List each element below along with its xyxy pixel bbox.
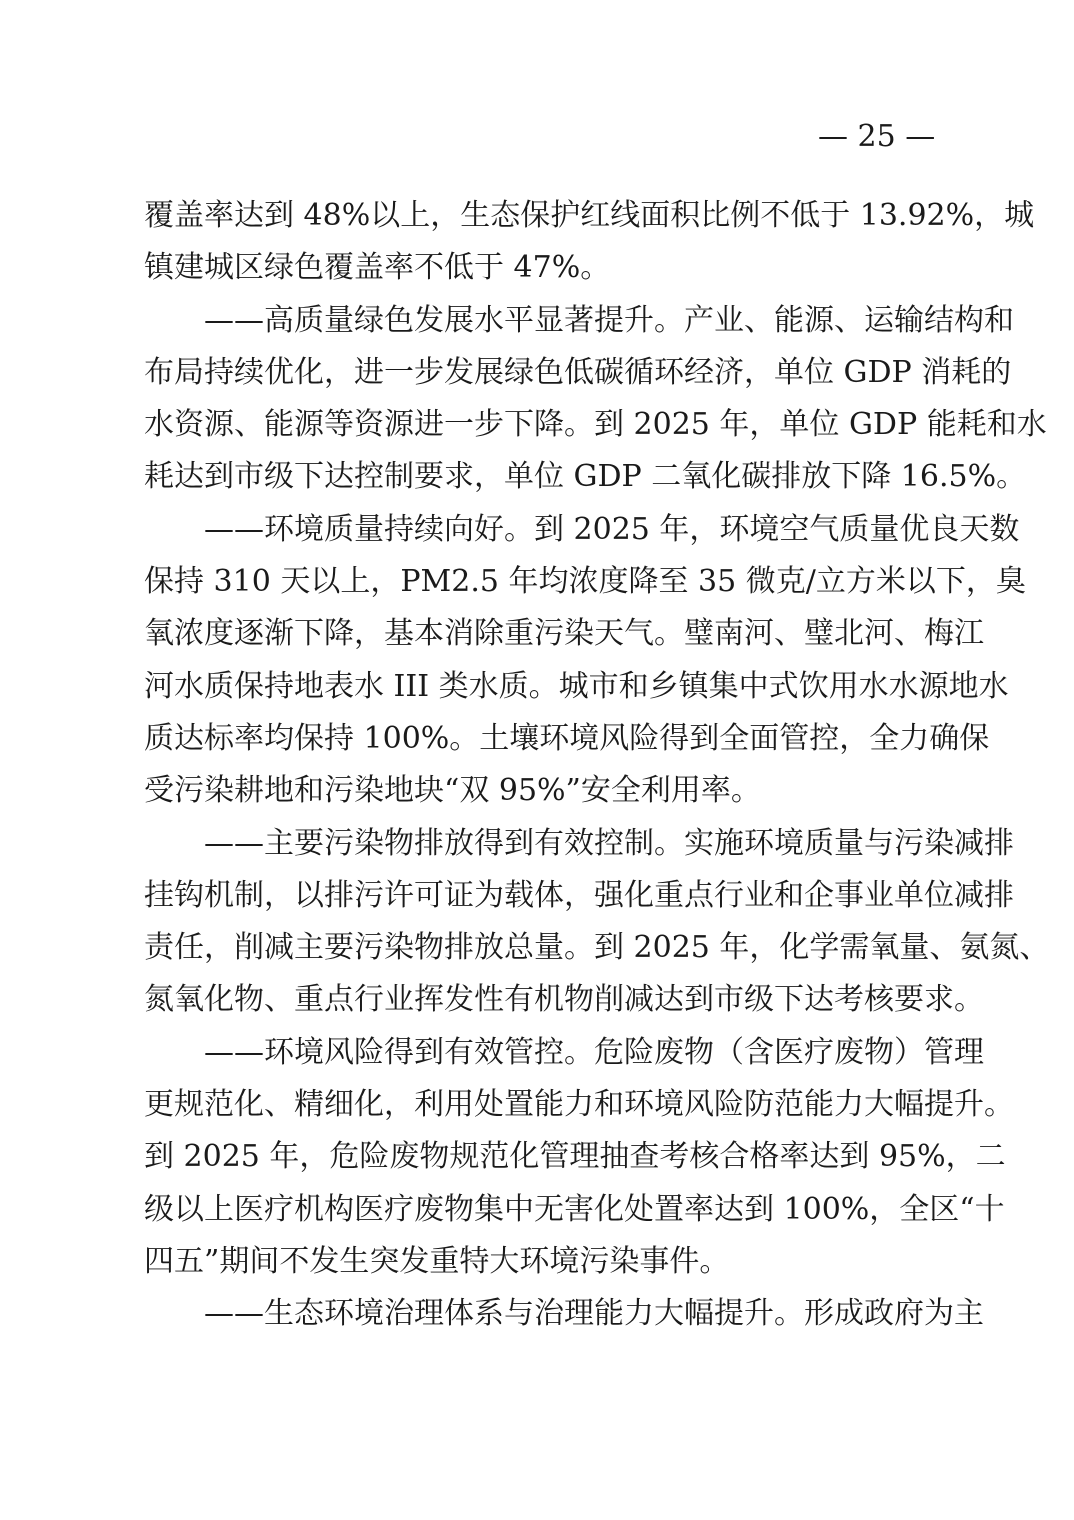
text-line: 更规范化、精细化，利用处置能力和环境风险防范能力大幅提升。 xyxy=(144,1087,1014,1123)
text-line: ——生态环境治理体系与治理能力大幅提升。形成政府为主 xyxy=(204,1296,984,1332)
text-line: ——环境质量持续向好。到 2025 年，环境空气质量优良天数 xyxy=(204,511,1020,547)
text-line: 挂钩机制，以排污许可证为载体，强化重点行业和企事业单位减排 xyxy=(144,877,1014,913)
text-line: ——高质量绿色发展水平显著提升。产业、能源、运输结构和 xyxy=(204,302,1014,338)
text-line: 保持 310 天以上，PM2.5 年均浓度降至 35 微克/立方米以下，臭 xyxy=(144,564,1026,600)
text-line: 镇建城区绿色覆盖率不低于 47%。 xyxy=(144,250,611,286)
text-line: 水资源、能源等资源进一步下降。到 2025 年，单位 GDP 能耗和水 xyxy=(144,407,1047,443)
text-line: 氮氧化物、重点行业挥发性有机物削减达到市级下达考核要求。 xyxy=(144,982,984,1018)
document-body xyxy=(144,190,1050,1341)
text-line: 耗达到市级下达控制要求，单位 GDP 二氧化碳排放下降 16.5%。 xyxy=(144,459,1027,495)
page-number: — 25 — xyxy=(818,119,936,154)
text-line: 受污染耕地和污染地块“双 95%”安全利用率。 xyxy=(144,773,761,809)
text-line: 质达标率均保持 100%。土壤环境风险得到全面管控，全力确保 xyxy=(144,720,990,756)
text-line: 到 2025 年，危险废物规范化管理抽查考核合格率达到 95%，二 xyxy=(144,1139,1006,1175)
text-line: ——环境风险得到有效管控。危险废物（含医疗废物）管理 xyxy=(204,1034,984,1070)
text-line: 布局持续优化，进一步发展绿色低碳循环经济，单位 GDP 消耗的 xyxy=(144,354,1012,390)
text-line: ——主要污染物排放得到有效控制。实施环境质量与污染减排 xyxy=(204,825,1014,861)
text-line: 氧浓度逐渐下降，基本消除重污染天气。璧南河、璧北河、梅江 xyxy=(144,616,984,652)
text-line: 四五”期间不发生突发重特大环境污染事件。 xyxy=(144,1243,730,1279)
text-line: 级以上医疗机构医疗废物集中无害化处置率达到 100%，全区“十 xyxy=(144,1191,1005,1227)
text-line: 覆盖率达到 48%以上，生态保护红线面积比例不低于 13.92%，城 xyxy=(144,198,1035,233)
text-line: 河水质保持地表水 III 类水质。城市和乡镇集中式饮用水水源地水 xyxy=(144,668,1009,704)
text-line: 责任，削减主要污染物排放总量。到 2025 年，化学需氧量、氨氮、 xyxy=(144,930,1050,966)
